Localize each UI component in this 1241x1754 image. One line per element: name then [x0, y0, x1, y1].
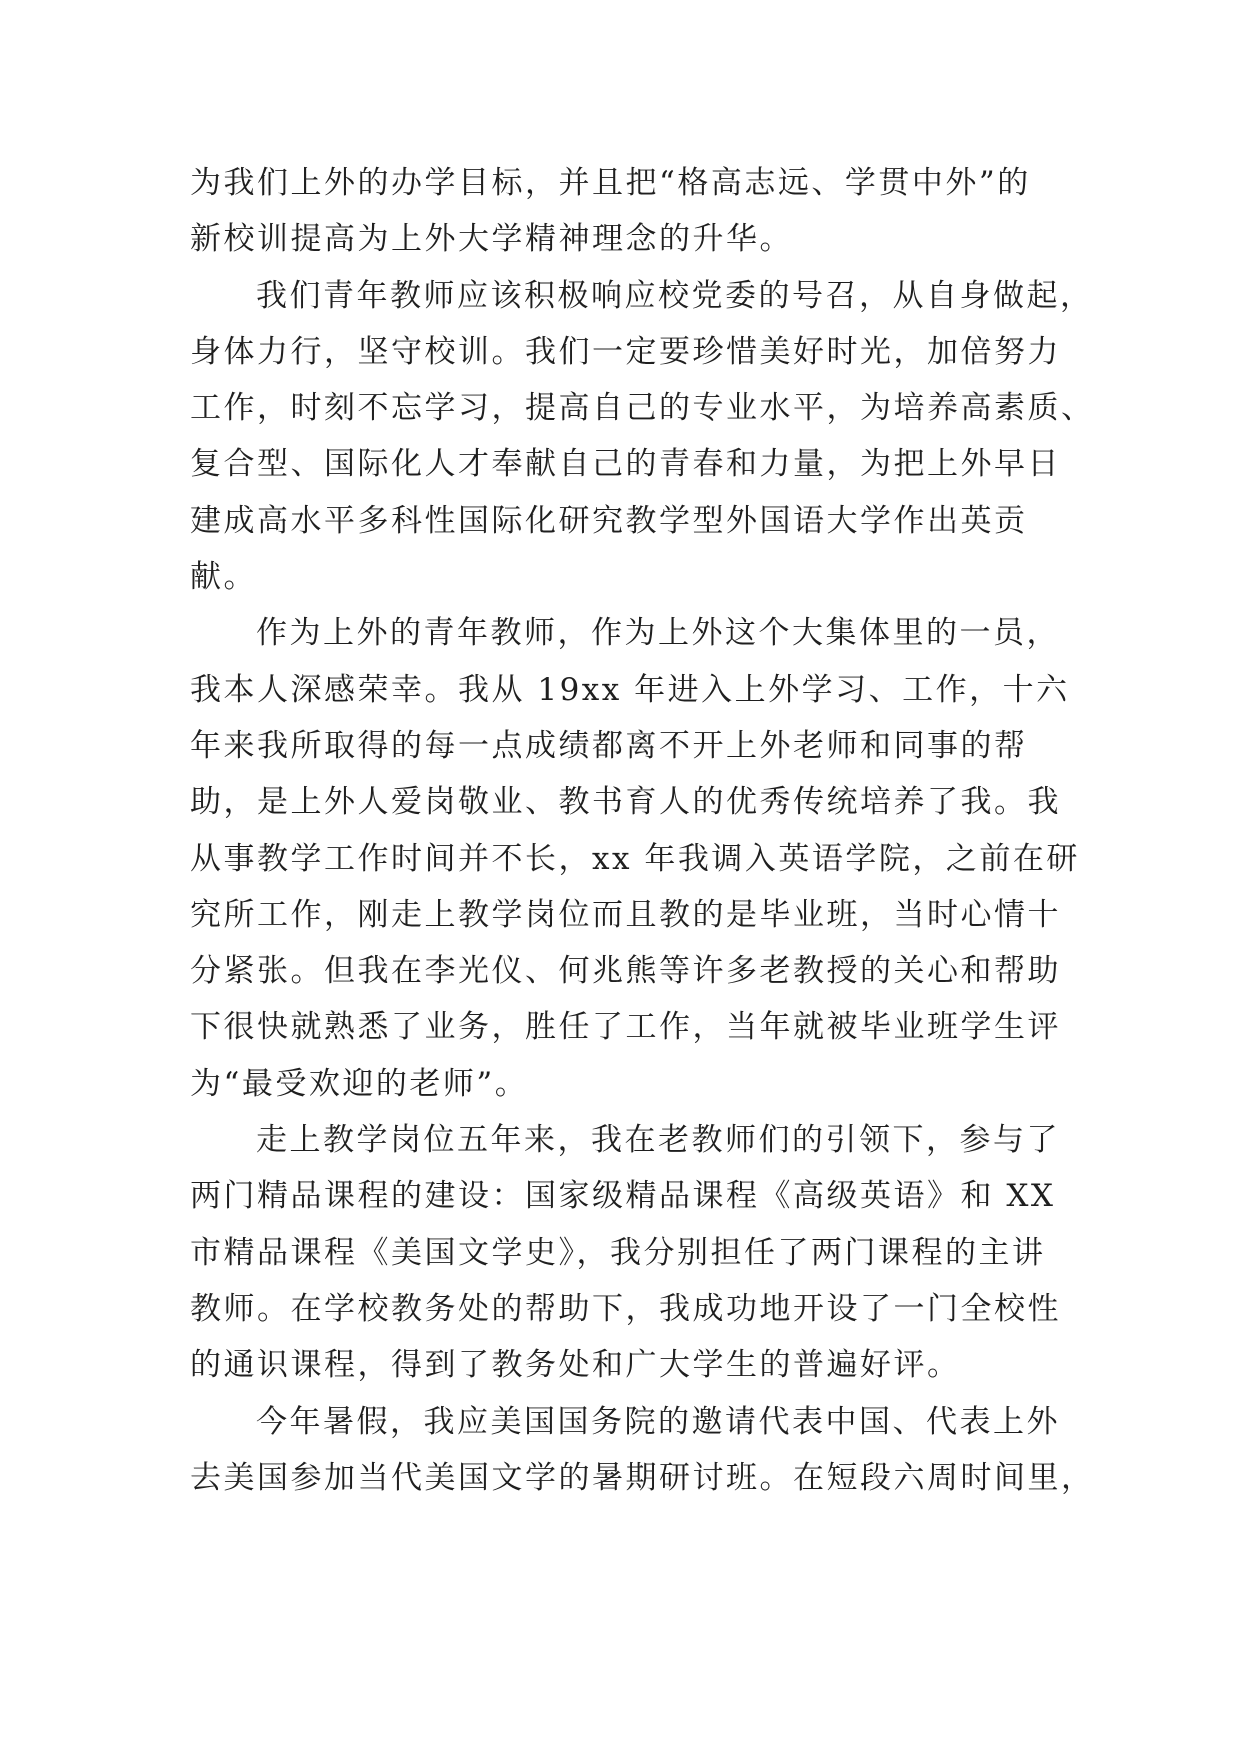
paragraph-first-line: 今年暑假，我应美国国务院的邀请代表中国、代表上外	[256, 1403, 1060, 1440]
text-line: 新校训提高为上外大学精神理念的升华。	[190, 221, 793, 258]
text-line: 究所工作，刚走上教学岗位而且教的是毕业班，当时心情十	[190, 896, 1061, 933]
text-line: 去美国参加当代美国文学的暑期研讨班。在短段六周时间里，	[190, 1459, 1095, 1496]
text-line: 为“最受欢迎的老师”。	[190, 1065, 529, 1102]
text-line: 工作，时刻不忘学习，提高自己的专业水平，为培养高素质、	[190, 390, 1095, 427]
text-line: 献。	[190, 559, 257, 596]
paragraph-first-line: 作为上外的青年教师，作为上外这个大集体里的一员，	[256, 615, 1060, 652]
text-line: 复合型、国际化人才奉献自己的青春和力量，为把上外早日	[190, 446, 1061, 483]
text-line: 年来我所取得的每一点成绩都离不开上外老师和同事的帮	[190, 727, 1028, 764]
text-line: 市精品课程《美国文学史》，我分别担任了两门课程的主讲	[190, 1234, 1046, 1271]
text-line: 身体力行，坚守校训。我们一定要珍惜美好时光，加倍努力	[190, 333, 1061, 370]
paragraph-first-line: 走上教学岗位五年来，我在老教师们的引领下，参与了	[256, 1122, 1060, 1159]
paragraph-first-line: 我们青年教师应该积极响应校党委的号召，从自身做起，	[256, 277, 1094, 314]
body-text	[190, 155, 1095, 1506]
text-line: 下很快就熟悉了业务，胜任了工作，当年就被毕业班学生评	[190, 1009, 1061, 1046]
text-line: 我本人深感荣幸。我从 19xx 年进入上外学习、工作，十六	[190, 671, 1070, 708]
text-line: 教师。在学校教务处的帮助下，我成功地开设了一门全校性	[190, 1290, 1061, 1327]
text-line: 建成高水平多科性国际化研究教学型外国语大学作出英贡	[190, 502, 1028, 539]
text-line: 两门精品课程的建设：国家级精品课程《高级英语》和 XX	[190, 1178, 1056, 1215]
text-line: 分紧张。但我在李光仪、何兆熊等许多老教授的关心和帮助	[190, 953, 1061, 990]
text-line: 助，是上外人爱岗敬业、教书育人的优秀传统培养了我。我	[190, 784, 1061, 821]
text-line: 为我们上外的办学目标，并且把“格高志远、学贯中外”的	[190, 165, 1031, 201]
text-line: 的通识课程，得到了教务处和广大学生的普遍好评。	[190, 1347, 961, 1384]
text-line: 从事教学工作时间并不长，xx 年我调入英语学院，之前在研	[190, 840, 1080, 877]
